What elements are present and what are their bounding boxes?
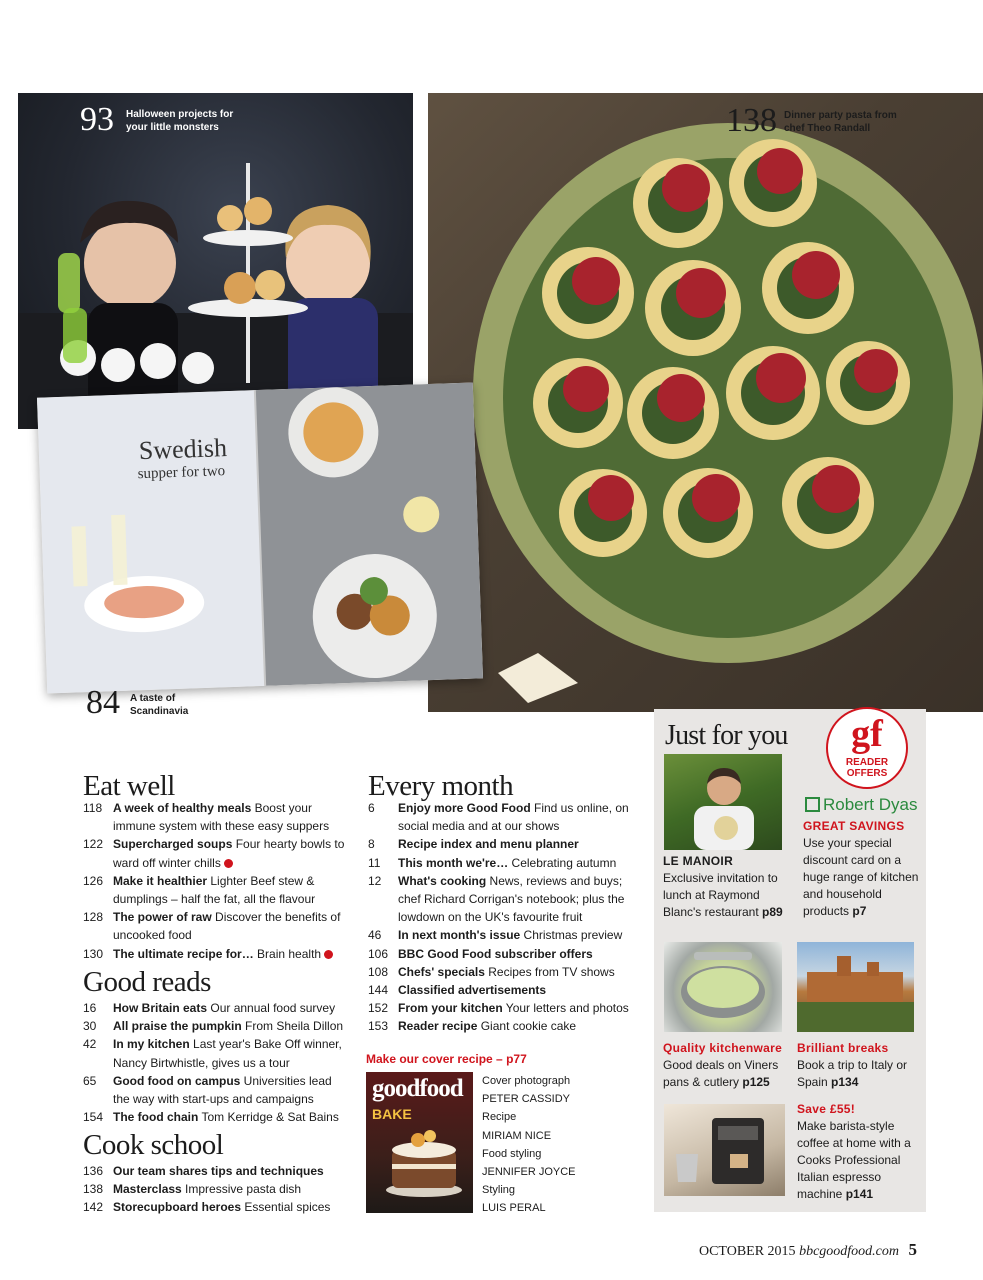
item-title: Recipe index and menu planner (398, 837, 579, 852)
robert-dyas-icon (805, 797, 820, 812)
list-item (83, 999, 351, 1017)
cook-school-list (83, 1162, 351, 1217)
offer-great-savings-heading: GREAT SAVINGS (803, 819, 905, 833)
list-item (368, 926, 638, 944)
item-title: The ultimate recipe for… (113, 946, 254, 961)
cover-logo: goodfood (372, 1075, 463, 1102)
item-page: 106 (368, 946, 389, 961)
swedish-spread-photo (37, 382, 483, 693)
item-title: Make it healthier (113, 873, 208, 888)
spread-subheadline: supper for two (137, 463, 226, 483)
item-title: The power of raw (113, 910, 212, 925)
section-title-good-reads: Good reads (83, 966, 211, 998)
list-item (83, 1180, 351, 1198)
badge-line2: OFFERS (846, 768, 888, 779)
item-page: 153 (368, 1019, 389, 1034)
item-title: Masterclass (113, 1182, 182, 1197)
every-month-list (368, 799, 638, 1036)
list-item (368, 872, 638, 927)
pasta-caption-line1: Dinner party pasta from (784, 110, 897, 121)
pasta-page-number: 138 (726, 102, 777, 139)
good-reads-list (83, 999, 351, 1126)
item-text: Four hearty bowls to ward off winter chills (113, 837, 345, 870)
page-footer (699, 1240, 917, 1260)
alhambra-photo (797, 942, 914, 1032)
item-title: Classified advertisements (398, 983, 547, 998)
chef-illustration (664, 754, 782, 850)
item-page: 46 (368, 928, 382, 943)
halloween-caption (126, 108, 233, 134)
item-page: 152 (368, 1001, 389, 1016)
espresso-machine-photo (664, 1104, 785, 1196)
item-text: News, reviews and buys; chef Richard Corrigan's notebook; plus the lowdown on the UK's favourite fruit (398, 873, 625, 925)
item-page: 8 (368, 837, 375, 852)
healthy-dot-icon (224, 859, 233, 868)
item-page: 142 (83, 1200, 104, 1215)
item-title: How Britain eats (113, 1001, 208, 1015)
section-title-every-month: Every month (368, 770, 514, 802)
item-text: Last year's Bake Off winner, Nancy Birtwhistle, gives us a tour (113, 1037, 342, 1070)
pasta-caption-line2: chef Theo Randall (784, 123, 871, 134)
item-text: Essential spices (241, 1200, 331, 1215)
swedish-spread-illustration (37, 382, 483, 693)
list-item (368, 999, 638, 1017)
item-title: Chefs' specials (398, 964, 485, 979)
item-page: 42 (83, 1037, 97, 1052)
item-page: 154 (83, 1110, 104, 1125)
list-item (83, 1072, 351, 1108)
item-title: The food chain (113, 1110, 199, 1125)
list-item (368, 981, 638, 999)
item-page: 138 (83, 1182, 104, 1197)
pasta-illustration (428, 93, 983, 712)
halloween-page-number: 93 (80, 101, 114, 138)
swedish-caption-line1: A taste of (130, 693, 176, 704)
footer-website: bbcgoodfood.com (799, 1244, 899, 1259)
offer-kitchenware-heading: Quality kitchenware (663, 1041, 783, 1055)
item-title: A week of healthy meals (113, 801, 252, 815)
espresso-illustration (664, 1104, 785, 1196)
spread-headline: Swedish (138, 433, 228, 466)
item-title: In next month's issue (398, 928, 521, 943)
item-page: 118 (83, 801, 103, 815)
item-page: 16 (83, 1001, 97, 1015)
pasta-caption (784, 109, 897, 135)
footer-issue-date: OCTOBER 2015 (698, 1244, 796, 1259)
halloween-illustration (18, 93, 413, 429)
offer-breaks-text: Book a trip to Italy or Spain (797, 1058, 908, 1089)
section-title-cook-school: Cook school (83, 1129, 224, 1161)
item-title: Our team shares tips and techniques (113, 1164, 324, 1178)
credit-label: Styling (482, 1184, 516, 1197)
credit-name: MIRIAM NICE (482, 1129, 552, 1142)
item-page: 144 (368, 983, 389, 998)
item-title: BBC Good Food subscriber offers (398, 946, 593, 961)
item-page: 126 (83, 873, 104, 888)
item-text: Brain health (253, 946, 322, 961)
offer-breaks (797, 1040, 919, 1091)
pasta-photo (428, 93, 983, 712)
item-page: 11 (368, 855, 381, 870)
cover-recipe-heading: Make our cover recipe – p77 (366, 1052, 527, 1066)
item-page: 6 (368, 801, 375, 815)
chef-photo (664, 754, 782, 850)
gf-logo: gf (851, 713, 883, 755)
item-title: This month we're… (398, 855, 509, 870)
item-title: What's cooking (398, 873, 487, 888)
credit-label: Food styling (482, 1147, 542, 1160)
list-item (83, 908, 345, 944)
item-page: 130 (83, 946, 104, 961)
list-item (368, 1017, 638, 1035)
item-text: Lighter Beef stew & dumplings – half the fat, all the flavour (113, 873, 316, 907)
item-page: 65 (83, 1073, 97, 1088)
item-text: Discover the benefits of uncooked food (113, 910, 341, 943)
list-item (368, 963, 638, 981)
alhambra-illustration (797, 942, 914, 1032)
item-page: 108 (368, 964, 389, 979)
halloween-caption-line2: your little monsters (126, 122, 219, 133)
offer-le-manoir (663, 853, 793, 921)
offer-coffee (797, 1101, 921, 1203)
badge-line1: READER (845, 757, 889, 768)
list-item (83, 835, 345, 871)
item-text: Our annual food survey (207, 1001, 336, 1015)
list-item (368, 835, 638, 853)
list-item (83, 1198, 351, 1216)
item-page: 30 (83, 1019, 97, 1034)
item-text: Boost your immune system with these easy suppers (113, 801, 330, 834)
item-title: Reader recipe (398, 1019, 478, 1034)
reader-offers-label (828, 757, 906, 779)
offer-le-manoir-text: Exclusive invitation to lunch at Raymond Blanc's restaurant (663, 871, 778, 919)
credit-name: PETER CASSIDY (482, 1093, 571, 1106)
offer-great-savings-page: p7 (852, 904, 867, 918)
list-item (83, 1035, 351, 1071)
item-text: Impressive pasta dish (181, 1182, 302, 1197)
offer-kitchenware-text: Good deals on Viners pans & cutlery (663, 1058, 779, 1089)
robert-dyas-wordmark: Robert Dyas (823, 795, 918, 814)
item-text: Tom Kerridge & Sat Bains (198, 1110, 339, 1125)
item-title: Good food on campus (113, 1073, 241, 1088)
reader-offers-badge (826, 707, 908, 789)
offer-kitchenware-page: p125 (742, 1075, 770, 1089)
offer-coffee-text: Make barista-style coffee at home with a Cooks Professional Italian espresso machine (797, 1119, 911, 1201)
offer-great-savings-text: Use your special discount card on a huge range of kitchen and household products (803, 836, 919, 918)
item-page: 12 (368, 873, 382, 888)
cover-credits (482, 1072, 576, 1218)
item-text: Find us online, on social media and at our shows (398, 801, 629, 834)
item-text: Your letters and photos (502, 1001, 629, 1016)
credit-label: Recipe (482, 1111, 517, 1124)
halloween-caption-line1: Halloween projects for (126, 109, 234, 120)
cover-headline: BAKE (372, 1106, 412, 1122)
item-text: Celebrating autumn (508, 855, 617, 870)
list-item (83, 872, 345, 908)
swedish-caption (130, 692, 188, 718)
item-text: Recipes from TV shows (484, 964, 615, 979)
item-text: Christmas preview (520, 928, 623, 943)
item-title: All praise the pumpkin (113, 1019, 242, 1034)
item-title: Storecupboard heroes (113, 1200, 242, 1215)
item-title: In my kitchen (113, 1037, 190, 1052)
item-text: Universities lead the way with start-ups and campaigns (113, 1073, 332, 1107)
list-item (368, 854, 638, 872)
list-item (368, 945, 638, 963)
halloween-photo (18, 93, 413, 429)
swedish-page-number: 84 (86, 684, 120, 721)
swedish-caption-line2: Scandinavia (130, 706, 189, 717)
credit-label: Cover photograph (482, 1075, 571, 1087)
item-text: From Sheila Dillon (241, 1019, 344, 1034)
list-item (83, 1017, 351, 1035)
robert-dyas-logo (805, 795, 917, 815)
item-title: Supercharged soups (113, 837, 233, 852)
item-title: Enjoy more Good Food (398, 801, 531, 815)
offer-coffee-page: p141 (845, 1187, 874, 1201)
item-page: 122 (83, 837, 104, 852)
offer-kitchenware (663, 1040, 793, 1091)
cake-illustration (366, 1072, 473, 1213)
offer-breaks-page: p134 (831, 1075, 859, 1089)
healthy-dot-icon (324, 950, 333, 959)
offer-breaks-heading: Brilliant breaks (797, 1041, 889, 1055)
offer-great-savings (803, 818, 925, 920)
credit-name: JENNIFER JOYCE (482, 1166, 576, 1179)
credit-name: LUIS PERAL (482, 1202, 546, 1215)
offer-coffee-heading: Save £55! (797, 1102, 856, 1116)
offer-le-manoir-page: p89 (762, 905, 783, 919)
magazine-cover (366, 1072, 473, 1213)
item-page: 128 (83, 910, 104, 925)
list-item (368, 799, 638, 835)
list-item (83, 1108, 351, 1126)
pan-photo (664, 942, 782, 1032)
pan-illustration (664, 942, 782, 1032)
item-page: 136 (83, 1164, 104, 1178)
eat-well-list (83, 799, 345, 963)
list-item (83, 799, 345, 835)
item-text: Giant cookie cake (477, 1019, 577, 1034)
section-title-eat-well: Eat well (83, 770, 175, 802)
offer-le-manoir-heading: LE MANOIR (663, 854, 734, 868)
list-item (83, 945, 345, 963)
list-item (83, 1162, 351, 1180)
footer-page-number: 5 (908, 1240, 917, 1259)
just-for-you-title: Just for you (665, 720, 788, 751)
item-title: From your kitchen (398, 1001, 503, 1016)
